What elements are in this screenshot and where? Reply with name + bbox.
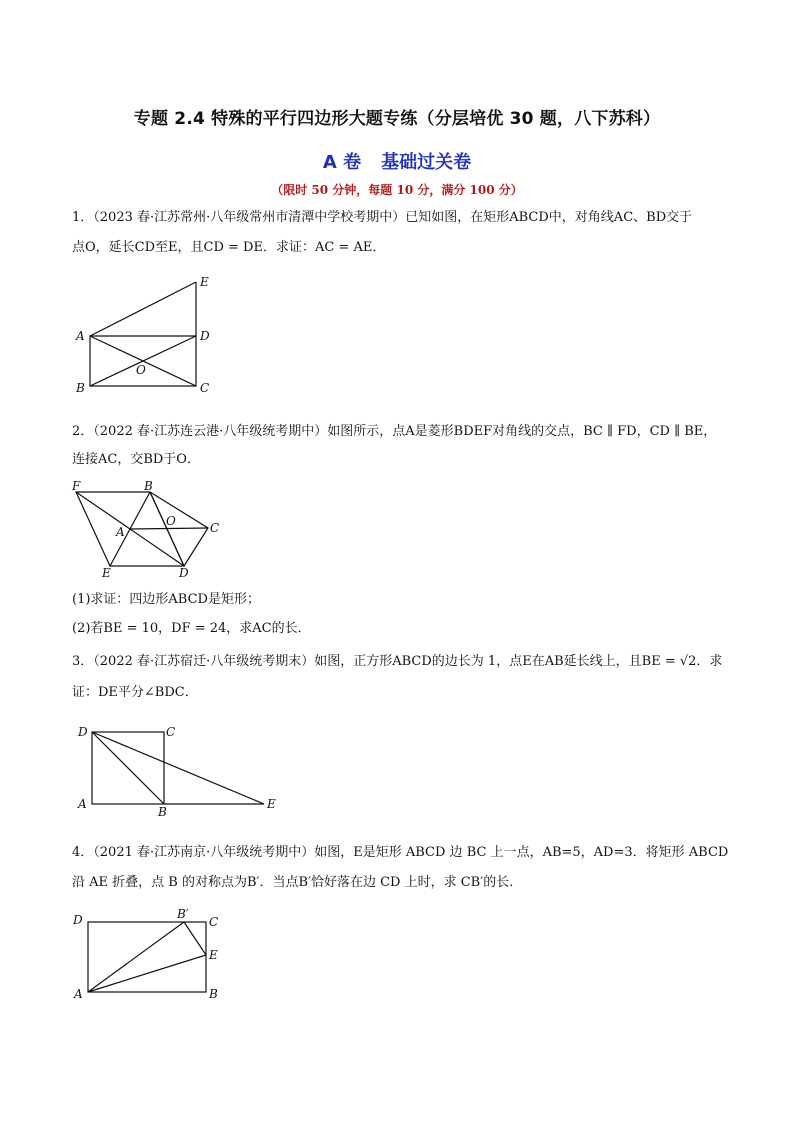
label-e: E	[209, 948, 218, 962]
label-e: E	[267, 797, 276, 811]
section-heading	[0, 148, 794, 174]
diagonal-bd	[92, 732, 164, 804]
label-o: O	[136, 363, 146, 377]
q4-figure	[70, 904, 240, 1004]
q2-part1: (1)求证：四边形ABCD是矩形；	[72, 592, 260, 607]
page-title: 专题 2.4 特殊的平行四边形大题专练（分层培优 30 题，八下苏科）	[133, 109, 661, 129]
segment-de	[92, 732, 264, 804]
label-d: D	[78, 725, 88, 739]
label-a: A	[76, 329, 85, 343]
label-a: A	[78, 797, 87, 811]
q4-text-line1: 4．（2021 春·江苏南京·八年级统考期中）如图，E是矩形 ABCD 边 BC 上一点，AB=5，AD=3．将矩形 ABCD	[72, 845, 729, 860]
fold-line-ae	[88, 955, 206, 992]
time-limit-note: （限时 50 分钟，每题 10 分，满分 100 分）	[271, 183, 523, 197]
segment-ab-prime	[88, 922, 184, 992]
label-c: C	[210, 521, 220, 535]
label-b: B	[76, 381, 85, 395]
label-a: A	[116, 525, 125, 539]
q2-part2: (2)若BE = 10，DF = 24，求AC的长．	[72, 621, 311, 636]
section-label: A 卷	[322, 152, 362, 173]
label-d: D	[73, 913, 83, 927]
q1-figure	[70, 272, 230, 397]
segment-ae	[90, 282, 196, 336]
label-b: B	[209, 987, 218, 1001]
q2-figure	[66, 476, 236, 581]
label-b: B	[144, 479, 153, 493]
segment-b-prime-e	[184, 922, 206, 955]
segment-ac	[130, 528, 208, 529]
label-c: C	[166, 725, 176, 739]
q1-text-line2: 点O，延长CD至E，且CD = DE．求证：AC = AE．	[72, 240, 386, 255]
label-b-prime: B′	[177, 907, 189, 921]
label-e: E	[102, 566, 111, 580]
rectangle-abcd	[88, 922, 206, 992]
label-c: C	[200, 381, 210, 395]
label-d: D	[179, 566, 189, 580]
q3-text-line1: 3．（2022 春·江苏宿迁·八年级统考期末）如图，正方形ABCD的边长为 1，点E在AB延长线上，且BE = √2．求	[72, 654, 723, 669]
q4-text-line2: 沿 AE 折叠，点 B 的对称点为B′．当点B′恰好落在边 CD 上时，求 CB′的长．	[72, 875, 523, 890]
label-c: C	[209, 915, 219, 929]
q2-text-line2: 连接AC，交BD于O．	[72, 452, 200, 467]
label-b: B	[158, 805, 167, 819]
q3-text-line2: 证：DE平分∠BDC．	[72, 685, 198, 700]
label-e: E	[200, 275, 209, 289]
q2-text-line1: 2．（2022 春·江苏连云港·八年级统考期中）如图所示，点A是菱形BDEF对角线的交点，BC ∥ FD，CD ∥ BE，	[72, 424, 717, 439]
label-a: A	[74, 987, 83, 1001]
label-f: F	[72, 479, 81, 493]
label-d: D	[200, 329, 210, 343]
label-o: O	[166, 514, 176, 528]
q3-figure	[76, 722, 296, 822]
section-subtitle: 基础过关卷	[381, 152, 472, 173]
q1-text-line1: 1．（2023 春·江苏常州·八年级常州市清潭中学校考期中）已知如图，在矩形ABCD中，对角线AC、BD交于	[72, 210, 693, 225]
